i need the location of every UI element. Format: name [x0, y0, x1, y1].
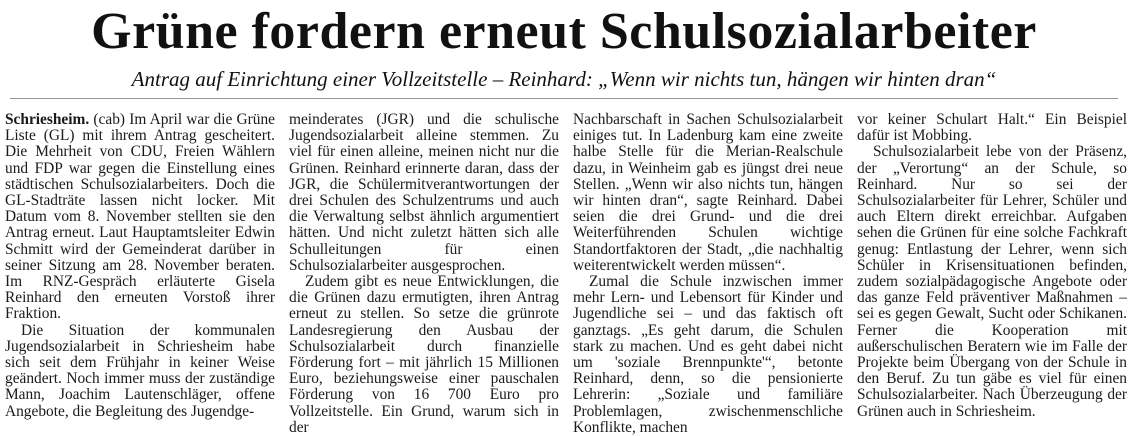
article-column-2 — [289, 111, 559, 436]
article-paragraph: vor keiner Schulart Halt.“ Ein Beispiel dafür ist Mobbing. — [857, 111, 1127, 145]
article-paragraph: Die Situation der kommunalen Jugendsozialarbeit in Schriesheim habe sich seit dem Frühjahr in keiner Weise geändert. Noch immer muss der zuständige Mann, Joachim Lautenschläger, offene Angebote, die Begleitung des Jugendge- — [5, 321, 275, 420]
article-body — [5, 111, 1127, 436]
article-column-1 — [5, 112, 275, 426]
article-headline: Grüne fordern erneut Schulsozialarbeiter — [91, 3, 1037, 60]
header-divider — [10, 98, 1118, 99]
article-subheadline: Antrag auf Einrichtung einer Vollzeitstelle – Reinhard: „Wenn wir nichts tun, hängen wir hinten dran“ — [131, 67, 997, 91]
article-dateline: Schriesheim. — [5, 111, 90, 128]
article-paragraph — [5, 112, 275, 323]
article-paragraph: Zumal die Schule inzwischen immer mehr Lern- und Lebensort für Kinder und Jugendliche sei – und das faktisch oft ganztags. „Es geht darum, die Schulen stark zu machen. Und es geht dabei nicht um 'soziale Brennpunkte'“, betonte Reinhard, denn, so die pensionierte Lehrerin: „Soziale und familiäre Problemlagen, zwischenmenschliche Konflikte, machen — [573, 273, 843, 436]
article-paragraph: Nachbarschaft in Sachen Schulsozialarbeit einiges tut. In Ladenburg kam eine zweite halbe Stelle für die Merian-Realschule dazu, in Weinheim gab es jüngst drei neue Stellen. „Wenn wir also nichts tun, hängen wir hinten dran“, sagte Reinhard. Dabei seien die drei Grund- und die drei Weiterführenden Schulen wichtige Standortfaktoren der Stadt, „die nachhaltig weiterentwickelt werden müssen“. — [573, 111, 843, 274]
article-column-4 — [857, 112, 1127, 426]
article-column-3 — [573, 111, 843, 436]
article-paragraph: Schulsozialarbeit lebe von der Präsenz, der „Verortung“ an der Schule, so Reinhard. Nur so sei der Schulsozialarbeiter für Lehrer, Schüler und auch Eltern direkt erreichbar. Aufgaben sehen die Grünen für eine solche Fachkraft genug: Entlastung der Lehrer, wenn sich Schüler in Krisensituationen befinden, zudem sozialpädagogische Angebote oder das ganze Feld präventiver Maßnahmen – sei es gegen Gewalt, Sucht oder Schikanen. Ferner die Kooperation mit außerschulischen Beratern wie im Falle der Projekte beim Übergang von der Schule in den Beruf. Zu tun gäbe es viel für einen Schulsozialarbeiter. Nach Überzeugung der Grünen auch in Schriesheim. — [857, 143, 1127, 420]
article-paragraph: meinderates (JGR) und die schulische Jugendsozialarbeit alleine stemmen. Zu viel für einen alleine, meinen nicht nur die Grünen. Reinhard erinnerte daran, dass der JGR, die Schülermitverantwortungen der drei Schulen des Schulzentrums und auch die Verwaltung selbst ähnlich argumentiert hätten. Und nicht zuletzt hätten sich alle Schulleitungen für einen Schulsozialarbeiter ausgesprochen. — [289, 111, 559, 274]
article-paragraph: Zudem gibt es neue Entwicklungen, die die Grünen dazu ermutigten, ihren Antrag erneut zu stellen. So setze die grünrote Landesregierung den Ausbau der Schulsozialarbeit durch finanzielle Förderung fort – mit jährlich 15 Millionen Euro, beziehungsweise einer pauschalen Förderung von 16 700 Euro pro Vollzeitstelle. Ein Grund, warum sich in der — [289, 273, 559, 436]
article-paragraph-text: (cab) Im April war die Grüne Liste (GL) mit ihrem Antrag gescheitert. Die Mehrheit von CDU, Freien Wählern und FDP war gegen die Einstellung eines städtischen Schulsozialarbeiters. Doch die GL-Stadträte lassen nicht locker. Mit Datum vom 8. November stellten sie den Antrag erneut. Laut Hauptamtsleiter Edwin Schmitt wird der Gemeinderat darüber in seiner Sitzung am 28. November beraten. Im RNZ-Gespräch erläuterte Gisela Reinhard den erneuten Vorstoß ihrer Fraktion. — [5, 111, 275, 323]
